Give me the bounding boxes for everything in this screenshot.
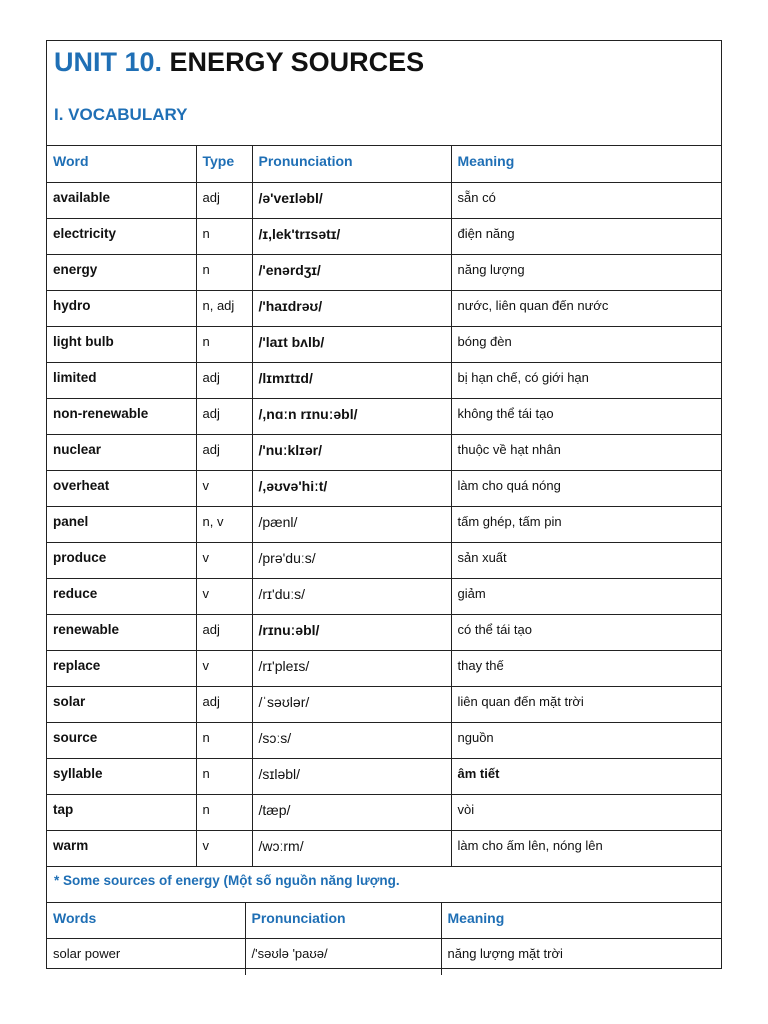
meaning-cell: năng lượng (451, 254, 721, 290)
meaning-cell: làm cho quá nóng (451, 470, 721, 506)
table-row (47, 506, 721, 542)
column-header-words: Words (47, 903, 245, 939)
word-cell: warm (47, 830, 196, 866)
type-cell: adj (196, 398, 252, 434)
table-row (47, 686, 721, 722)
word-cell: replace (47, 650, 196, 686)
pronunciation-cell: /pænl/ (252, 506, 451, 542)
type-cell: v (196, 542, 252, 578)
energy-sources-table (47, 903, 721, 975)
word-cell: light bulb (47, 326, 196, 362)
pronunciation-cell: /'nuːklɪər/ (252, 434, 451, 470)
word-cell: overheat (47, 470, 196, 506)
page-title (54, 47, 424, 78)
meaning-cell: không thể tái tạo (451, 398, 721, 434)
word-cell: electricity (47, 218, 196, 254)
column-header-word: Word (47, 146, 196, 182)
pronunciation-cell: /rɪ'pleɪs/ (252, 650, 451, 686)
unit-number: UNIT 10. (54, 47, 163, 77)
meaning-cell: nguồn (451, 722, 721, 758)
pronunciation-cell: /sɪləbl/ (252, 758, 451, 794)
word-cell: non-renewable (47, 398, 196, 434)
type-cell: n (196, 794, 252, 830)
word-cell: tap (47, 794, 196, 830)
pronunciation-cell: /prə'duːs/ (252, 542, 451, 578)
pronunciation-cell: /lɪmɪtɪd/ (252, 362, 451, 398)
type-cell: adj (196, 182, 252, 218)
column-header-type: Type (196, 146, 252, 182)
table-row (47, 614, 721, 650)
type-cell: v (196, 650, 252, 686)
type-cell: n (196, 722, 252, 758)
meaning-cell: sẵn có (451, 182, 721, 218)
type-cell: n, adj (196, 290, 252, 326)
meaning-cell: điện năng (451, 218, 721, 254)
pronunciation-cell: /wɔːrm/ (252, 830, 451, 866)
column-header-meaning: Meaning (451, 146, 721, 182)
word-cell: limited (47, 362, 196, 398)
meaning-cell: làm cho ấm lên, nóng lên (451, 830, 721, 866)
type-cell: v (196, 470, 252, 506)
word-cell: energy (47, 254, 196, 290)
table-row (47, 650, 721, 686)
table-header-row (47, 146, 721, 182)
word-cell: available (47, 182, 196, 218)
table-row (47, 218, 721, 254)
type-cell: adj (196, 686, 252, 722)
table-row (47, 182, 721, 218)
word-cell: nuclear (47, 434, 196, 470)
word-cell: renewable (47, 614, 196, 650)
table-row (47, 578, 721, 614)
section-heading-vocabulary: I. VOCABULARY (54, 105, 188, 124)
type-cell: v (196, 830, 252, 866)
meaning-cell: âm tiết (451, 758, 721, 794)
pronunciation-cell: /sɔːs/ (252, 722, 451, 758)
table-row (47, 326, 721, 362)
meaning-cell: có thể tái tạo (451, 614, 721, 650)
type-cell: n, v (196, 506, 252, 542)
type-cell: adj (196, 614, 252, 650)
pronunciation-cell: /tæp/ (252, 794, 451, 830)
type-cell: n (196, 758, 252, 794)
meaning-cell: bị hạn chế, có giới hạn (451, 362, 721, 398)
vocabulary-table (47, 146, 721, 867)
table-row (47, 362, 721, 398)
type-cell: v (196, 578, 252, 614)
unit-name: ENERGY SOURCES (169, 47, 425, 77)
pronunciation-cell: /ˈsəʊlər/ (252, 686, 451, 722)
column-header-pronunciation: Pronunciation (245, 903, 441, 939)
meaning-cell: thay thế (451, 650, 721, 686)
type-cell: n (196, 218, 252, 254)
word-cell: produce (47, 542, 196, 578)
word-cell: source (47, 722, 196, 758)
pronunciation-cell: /,nɑːn rɪnuːəbl/ (252, 398, 451, 434)
pronunciation-cell: /'səʊlə 'paʊə/ (245, 939, 441, 975)
pronunciation-cell: /,əʊvə'hiːt/ (252, 470, 451, 506)
table-header-row (47, 903, 721, 939)
meaning-cell: sản xuất (451, 542, 721, 578)
table-row (47, 722, 721, 758)
word-cell: hydro (47, 290, 196, 326)
pronunciation-cell: /'enərdʒɪ/ (252, 254, 451, 290)
type-cell: n (196, 254, 252, 290)
table-row (47, 434, 721, 470)
pronunciation-cell: /rɪnuːəbl/ (252, 614, 451, 650)
pronunciation-cell: /ɪ,lek'trɪsətɪ/ (252, 218, 451, 254)
worksheet-page (46, 40, 722, 969)
type-cell: adj (196, 362, 252, 398)
table-row (47, 542, 721, 578)
word-cell: reduce (47, 578, 196, 614)
meaning-cell: tấm ghép, tấm pin (451, 506, 721, 542)
table-row (47, 398, 721, 434)
pronunciation-cell: /'haɪdrəʊ/ (252, 290, 451, 326)
meaning-cell: liên quan đến mặt trời (451, 686, 721, 722)
table-row (47, 254, 721, 290)
meaning-cell: thuộc về hạt nhân (451, 434, 721, 470)
word-cell: syllable (47, 758, 196, 794)
column-header-meaning: Meaning (441, 903, 721, 939)
meaning-cell: giảm (451, 578, 721, 614)
meaning-cell: vòi (451, 794, 721, 830)
meaning-cell: bóng đèn (451, 326, 721, 362)
table-row (47, 794, 721, 830)
meaning-cell: nước, liên quan đến nước (451, 290, 721, 326)
pronunciation-cell: /rɪ'duːs/ (252, 578, 451, 614)
table-row (47, 939, 721, 975)
pronunciation-cell: /ə'veɪləbl/ (252, 182, 451, 218)
table-row (47, 830, 721, 866)
word-cell: panel (47, 506, 196, 542)
type-cell: adj (196, 434, 252, 470)
word-cell: solar power (47, 939, 245, 975)
table-row (47, 290, 721, 326)
energy-sources-note: * Some sources of energy (Một số nguồn năng lượng. (47, 867, 721, 903)
pronunciation-cell: /'laɪt bʌlb/ (252, 326, 451, 362)
table-row (47, 758, 721, 794)
table-row (47, 470, 721, 506)
column-header-pronunciation: Pronunciation (252, 146, 451, 182)
page-header (47, 41, 721, 146)
meaning-cell: năng lượng mặt trời (447, 946, 563, 961)
type-cell: n (196, 326, 252, 362)
word-cell: solar (47, 686, 196, 722)
